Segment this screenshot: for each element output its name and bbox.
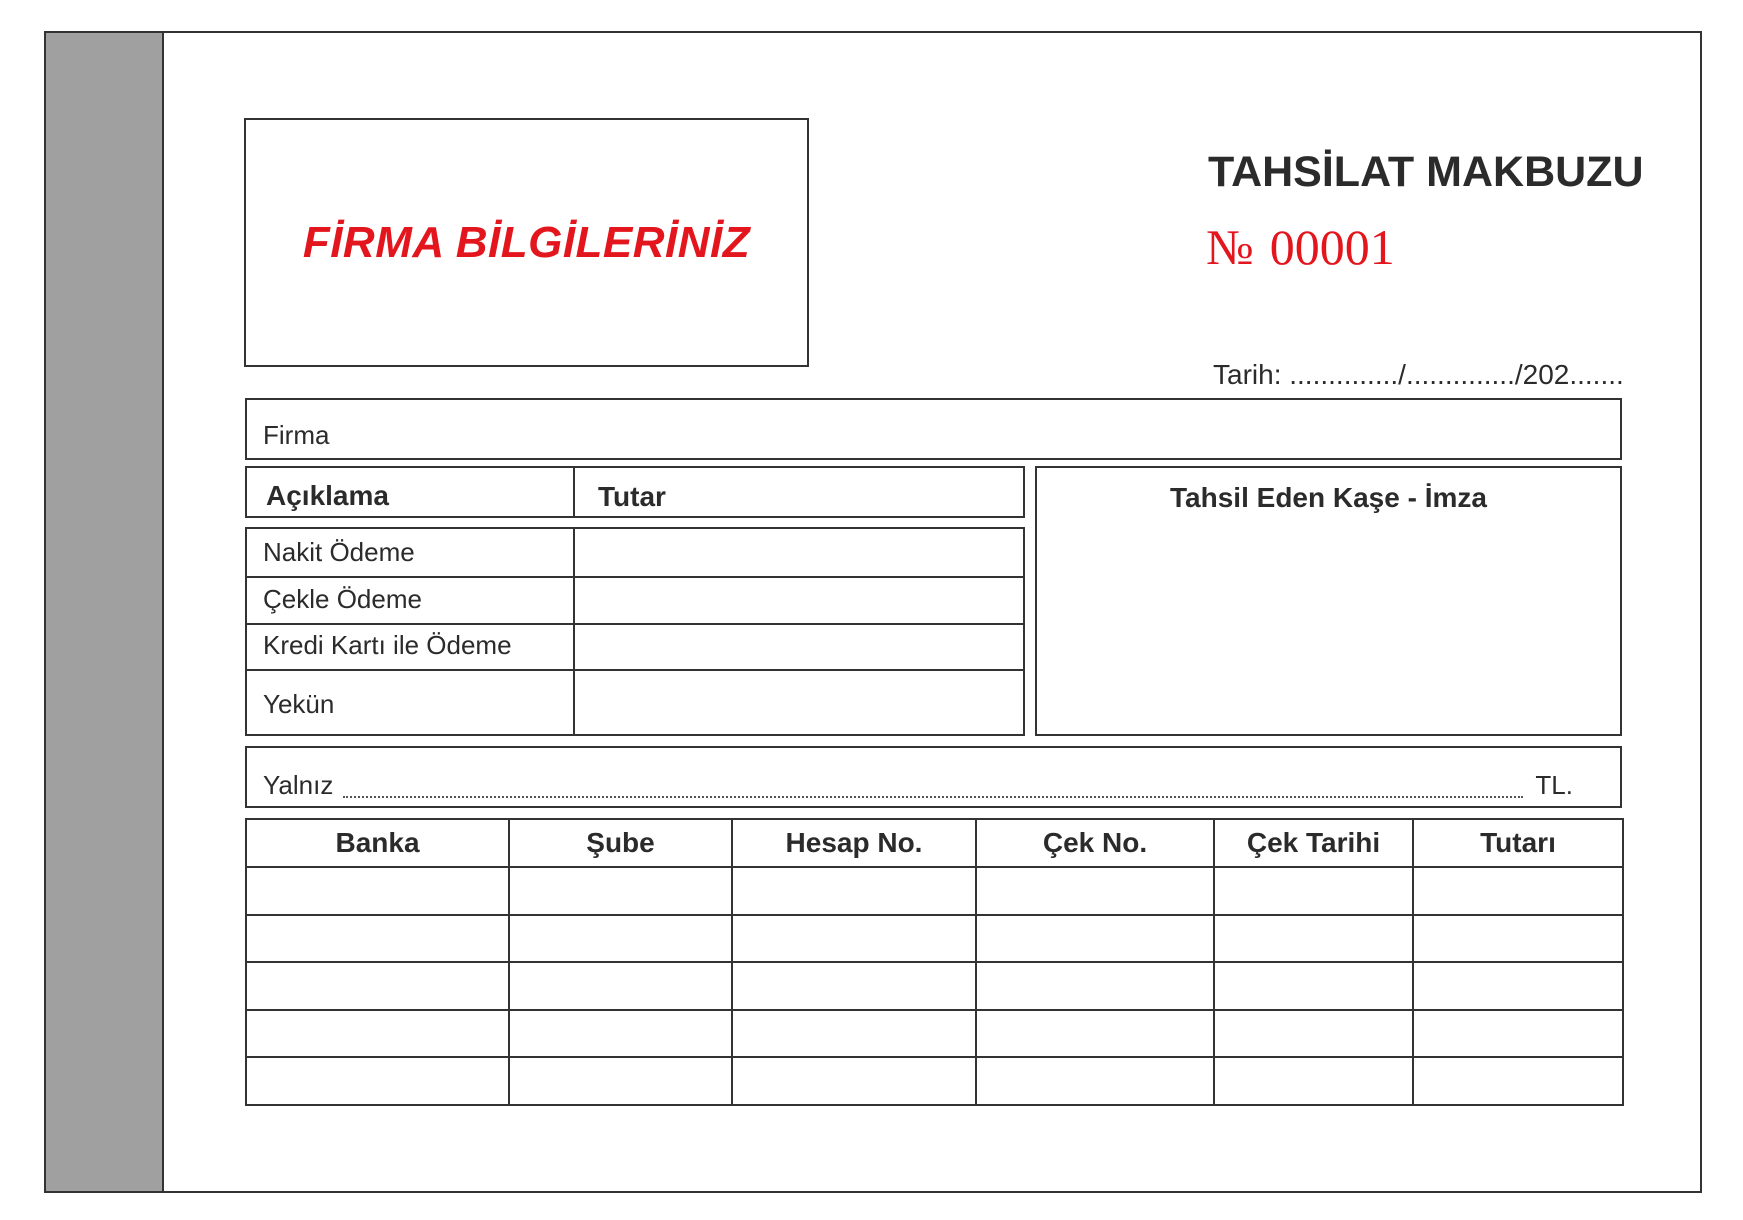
table-cell[interactable] <box>976 962 1214 1010</box>
table-cell[interactable] <box>509 867 732 915</box>
table-row <box>246 962 1623 1010</box>
table-header-row <box>246 819 1623 867</box>
payment-table <box>245 527 1025 736</box>
table-cell[interactable] <box>1413 867 1623 915</box>
table-cell[interactable] <box>732 1057 976 1105</box>
table-cell[interactable] <box>1214 1057 1413 1105</box>
column-header-account-no: Hesap No. <box>732 819 976 867</box>
payment-row-label: Kredi Kartı ile Ödeme <box>263 630 512 660</box>
table-cell[interactable] <box>732 1010 976 1058</box>
table-cell[interactable] <box>1413 1057 1623 1105</box>
table-cell[interactable] <box>246 1057 509 1105</box>
table-cell[interactable] <box>1413 915 1623 963</box>
receipt-number-value: 00001 <box>1269 219 1395 275</box>
column-header-amount: Tutarı <box>1413 819 1623 867</box>
column-header-cheque-date: Çek Tarihi <box>1214 819 1413 867</box>
table-cell[interactable] <box>509 915 732 963</box>
payment-row-cash[interactable] <box>247 529 1023 578</box>
payment-row-label: Nakit Ödeme <box>263 537 415 567</box>
payment-row-total[interactable] <box>247 669 1023 734</box>
company-info-placeholder: FİRMA BİLGİLERİNİZ <box>302 217 751 267</box>
table-cell[interactable] <box>976 1057 1214 1105</box>
dotted-fill-line <box>343 796 1523 798</box>
payment-table-header <box>245 466 1025 518</box>
column-header-branch: Şube <box>509 819 732 867</box>
table-cell[interactable] <box>246 915 509 963</box>
receipt-number <box>1206 218 1395 276</box>
date-field[interactable]: Tarih: ............../............../202....... <box>1213 359 1624 390</box>
table-cell[interactable] <box>246 867 509 915</box>
stamp-signature-box[interactable] <box>1035 466 1622 736</box>
amount-in-words-label: Yalnız <box>263 770 334 800</box>
table-cell[interactable] <box>976 1010 1214 1058</box>
amount-column-header: Tutar <box>598 481 666 512</box>
firma-field[interactable] <box>245 398 1622 460</box>
table-row <box>246 867 1623 915</box>
table-row <box>246 1057 1623 1105</box>
number-symbol: № <box>1206 219 1254 275</box>
currency-label: TL. <box>1535 770 1573 800</box>
table-cell[interactable] <box>732 867 976 915</box>
table-row <box>246 915 1623 963</box>
payment-row-label: Yekün <box>263 689 335 719</box>
column-header-bank: Banka <box>246 819 509 867</box>
table-cell[interactable] <box>1413 962 1623 1010</box>
cheque-details-table <box>245 818 1622 1106</box>
firma-label: Firma <box>263 420 330 450</box>
table-cell[interactable] <box>246 1010 509 1058</box>
payment-row-cheque[interactable] <box>247 576 1023 625</box>
table-cell[interactable] <box>1214 1010 1413 1058</box>
table-cell[interactable] <box>509 962 732 1010</box>
description-column-header: Açıklama <box>266 480 389 511</box>
table-row <box>246 1010 1623 1058</box>
document-title: TAHSİLAT MAKBUZU <box>1208 148 1644 196</box>
table-cell[interactable] <box>1214 867 1413 915</box>
table-cell[interactable] <box>1214 915 1413 963</box>
column-header-cheque-no: Çek No. <box>976 819 1214 867</box>
table-cell[interactable] <box>1413 1010 1623 1058</box>
payment-row-label: Çekle Ödeme <box>263 584 422 614</box>
company-info-box <box>244 118 809 367</box>
table-cell[interactable] <box>732 962 976 1010</box>
table-cell[interactable] <box>976 867 1214 915</box>
table-cell[interactable] <box>509 1010 732 1058</box>
binding-strip <box>46 33 164 1191</box>
column-divider <box>573 468 575 516</box>
payment-row-credit-card[interactable] <box>247 623 1023 671</box>
table-cell[interactable] <box>976 915 1214 963</box>
table-cell[interactable] <box>246 962 509 1010</box>
table-cell[interactable] <box>1214 962 1413 1010</box>
stamp-signature-title: Tahsil Eden Kaşe - İmza <box>1170 482 1487 513</box>
amount-in-words-field[interactable] <box>245 746 1622 808</box>
table-cell[interactable] <box>732 915 976 963</box>
table-cell[interactable] <box>509 1057 732 1105</box>
